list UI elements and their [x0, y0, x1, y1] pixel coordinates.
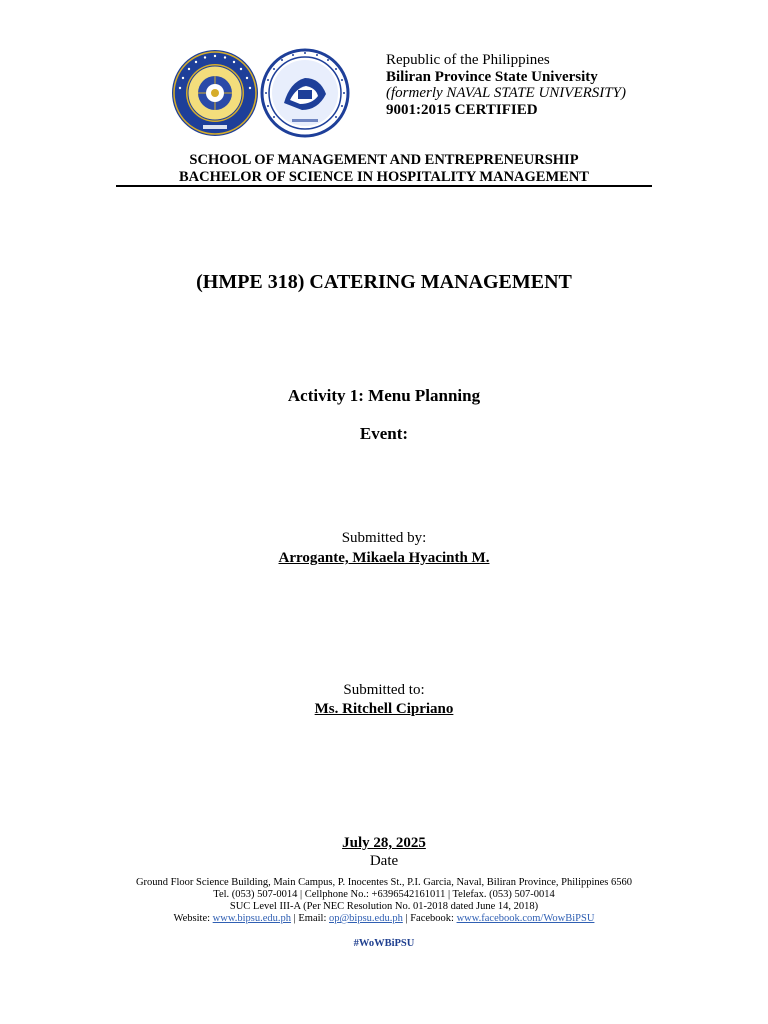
footer-links-row: [0, 913, 768, 925]
header-logos: [168, 46, 353, 136]
facebook-link[interactable]: www.facebook.com/WowBiPSU: [456, 913, 595, 924]
email-link[interactable]: op@bipsu.edu.ph: [329, 913, 403, 924]
header-divider: [116, 185, 652, 187]
submitted-by-name-row: [0, 549, 768, 567]
bipsu-seal-logo: [170, 48, 260, 138]
republic-line: Republic of the Philippines: [386, 52, 550, 68]
submitted-by-label: Submitted by:: [341, 530, 427, 546]
footer-address: Ground Floor Science Building, Main Campus, P. Inocentes St., P.I. Garcia, Naval, Biliran Province, Philippines 6560: [135, 877, 633, 888]
course-title: (HMPE 318) CATERING MANAGEMENT: [196, 271, 572, 293]
formerly-line: (formerly NAVAL STATE UNIVERSITY): [386, 85, 626, 101]
date-value: July 28, 2025: [342, 835, 426, 851]
university-name: Biliran Province State University: [386, 68, 598, 85]
event-label: Event:: [359, 424, 409, 443]
program-name: BACHELOR OF SCIENCE IN HOSPITALITY MANAGEMENT: [179, 169, 589, 185]
university-header-text: [386, 52, 626, 118]
date-value-row: [0, 834, 768, 852]
submitted-to-label: Submitted to:: [343, 682, 425, 698]
facebook-label: | Facebook:: [405, 913, 454, 924]
school-of-management-seal-logo: [260, 48, 350, 138]
submitted-to-name-row: [0, 700, 768, 718]
date-label: Date: [369, 853, 399, 869]
website-label: Website:: [173, 913, 211, 924]
activity-title: Activity 1: Menu Planning: [287, 386, 481, 405]
footer-suc-level: SUC Level III-A (Per NEC Resolution No. 01-2018 dated June 14, 2018): [229, 901, 539, 912]
instructor-name: Ms. Ritchell Cipriano: [314, 701, 454, 717]
email-label: | Email:: [293, 913, 327, 924]
certification-line: 9001:2015 CERTIFIED: [386, 101, 538, 118]
school-name: SCHOOL OF MANAGEMENT AND ENTREPRENEURSHIP: [189, 152, 579, 168]
footer-contacts: Tel. (053) 507-0014 | Cellphone No.: +6396542161011 | Telefax. (053) 507-0014: [213, 889, 555, 900]
school-program-heading: [116, 152, 652, 186]
website-link[interactable]: www.bipsu.edu.ph: [212, 913, 292, 924]
footer-hashtag: #WoWBiPSU: [353, 938, 415, 949]
footer-contact-info: [0, 877, 768, 925]
student-name: Arrogante, Mikaela Hyacinth M.: [278, 550, 490, 566]
